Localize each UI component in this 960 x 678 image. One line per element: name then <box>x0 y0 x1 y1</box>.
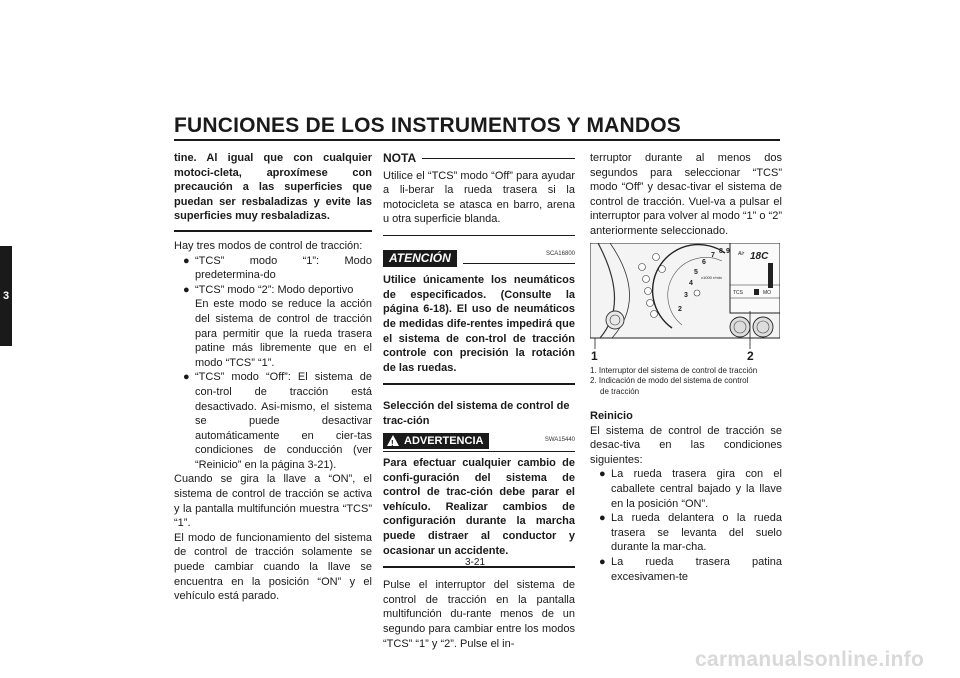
list-item: ● La rueda trasera gira con el caballete central bajado y la llave en la posición “ON”. <box>599 468 782 510</box>
page-number: 3-21 <box>465 557 486 568</box>
svg-text:MO: MO <box>763 289 772 296</box>
svg-text:8: 8 <box>719 247 723 255</box>
nota-end-rule <box>383 235 575 236</box>
svg-text:2: 2 <box>678 305 682 313</box>
bullet-icon: ● <box>599 468 606 481</box>
callout-1: 1 <box>591 348 598 361</box>
bullet-icon: ● <box>599 556 606 568</box>
bullet-icon: ● <box>183 254 190 267</box>
nota-header <box>383 151 575 166</box>
atencion-text: Utilice únicamente los neumáticos de especificados. (Consulte la página 6-18). El uso de neumáticos de medidas dife-rentes impedirá que el sistema de con-trol de tracción controle con precisión la rotación de las ruedas. <box>383 274 575 374</box>
svg-text:18C: 18C <box>750 250 769 262</box>
list-item: ● “TCS” modo “2”: Modo deportivo <box>183 283 354 296</box>
warning-triangle-icon: ! <box>387 435 399 446</box>
mode-2-detail: En este modo se reduce la acción del sistema de control de tracción para permitir que la rueda trasera patine más libremente que en el modo “TCS” “1”. <box>195 298 372 369</box>
list-item: ● La rueda delantera o la rueda trasera se levanta del suelo durante la mar-cha. <box>599 512 782 554</box>
nota-label: NOTA <box>383 151 417 165</box>
bullet-icon: ● <box>183 283 190 296</box>
svg-text:3: 3 <box>684 291 688 299</box>
warning-continuation: tine. Al igual que con cualquier motoci-cleta, aproxímese con precaución a las superficies que puedan ser resbaladizas y evite las superficies muy resbaladizas. <box>174 152 372 223</box>
list-item: ● “TCS” modo “Off”: El sistema de con-trol de tracción está desactivado. Asi-mismo, el sistema se puede desactivar automáticamente en cier-tas condiciones de conducción (ver “Reinicio” en la página 3-21). <box>183 371 372 471</box>
section-heading: Selección del sistema de control de trac-ción <box>383 400 570 427</box>
column-2 <box>383 151 575 651</box>
svg-text:6: 6 <box>702 258 706 266</box>
bullet-icon: ● <box>599 512 606 525</box>
paragraph: El modo de funcionamiento del sistema de control de tracción solamente se puede cambiar cuando la llave se encuentra en la posición “ON” y el vehículo está parado. <box>174 531 372 603</box>
atencion-code: SCA16800 <box>545 250 575 257</box>
paragraph: Pulse el interruptor del sistema de control de tracción en la pantalla multifunción du-rante menos de un segundo para cambiar entre los modos “TCS” “1” y “2”. Pulse el in- <box>383 579 575 650</box>
svg-text:x1000 r/min: x1000 r/min <box>701 274 722 280</box>
svg-text:TCS: TCS <box>733 289 743 296</box>
watermark: carmanualsonline.info <box>695 648 925 671</box>
paragraph: Cuando se gira la llave a “ON”, el sistema de control de tracción se activa y la pantalla multifunción muestra “TCS” “1”. <box>174 473 372 530</box>
list-item: ● La rueda trasera patina excesivamen-te <box>599 556 782 583</box>
svg-text:4: 4 <box>689 279 693 287</box>
bullet-icon: ● <box>183 371 190 384</box>
warning-end-rule <box>174 230 372 232</box>
dashboard-figure <box>590 243 780 361</box>
reinicio-intro: El sistema de control de tracción se desac-tiva en las condiciones siguientes: <box>590 424 782 466</box>
advertencia-text: Para efectuar cualquier cambio de confi-guración del sistema de control de trac-ción debe parar el vehículo. Realizar cambios de configuración durante la marcha puede distraer al conductor y ocasionar un accidente. <box>383 457 575 557</box>
advertencia-code: SWA15440 <box>544 436 575 443</box>
advertencia-label: ! ADVERTENCIA <box>383 433 489 450</box>
list-item: ● “TCS” modo “1”: Modo predetermina-do <box>183 254 372 282</box>
svg-text:7: 7 <box>711 251 715 259</box>
atencion-label: ATENCIÓN <box>383 250 457 267</box>
nota-text: Utilice el “TCS” modo “Off” para ayudar a li-berar la rueda trasera si la motocicleta se atasca en barro, arena u otra superficie blanda. <box>383 169 575 226</box>
modes-intro: Hay tres modos de control de tracción: <box>174 239 363 252</box>
svg-text:5: 5 <box>694 268 698 276</box>
page-title: FUNCIONES DE LOS INSTRUMENTOS Y MANDOS <box>174 114 681 137</box>
svg-text:9: 9 <box>726 247 730 255</box>
callout-2: 2 <box>747 348 754 361</box>
reinicio-heading: Reinicio <box>590 410 633 423</box>
chapter-tab: 3 <box>0 246 12 346</box>
atencion-end-rule <box>383 383 575 385</box>
title-rule <box>174 139 780 141</box>
svg-text:Air: Air <box>738 250 745 257</box>
instrument-cluster-illustration <box>590 243 780 361</box>
column-1 <box>174 151 372 604</box>
figure-caption: 1. Interruptor del sistema de control de tracción 2. Indicación de modo del sistema de control de tracción <box>590 365 758 396</box>
paragraph: terruptor durante al menos dos segundos para seleccionar “TCS” modo “Off” y desac-tivar el sistema de control de tracción. Vuel-va a pulsar el interruptor para volver al modo “1” o “2” anteriormente seleccionado. <box>590 152 782 237</box>
column-3 <box>590 151 782 584</box>
